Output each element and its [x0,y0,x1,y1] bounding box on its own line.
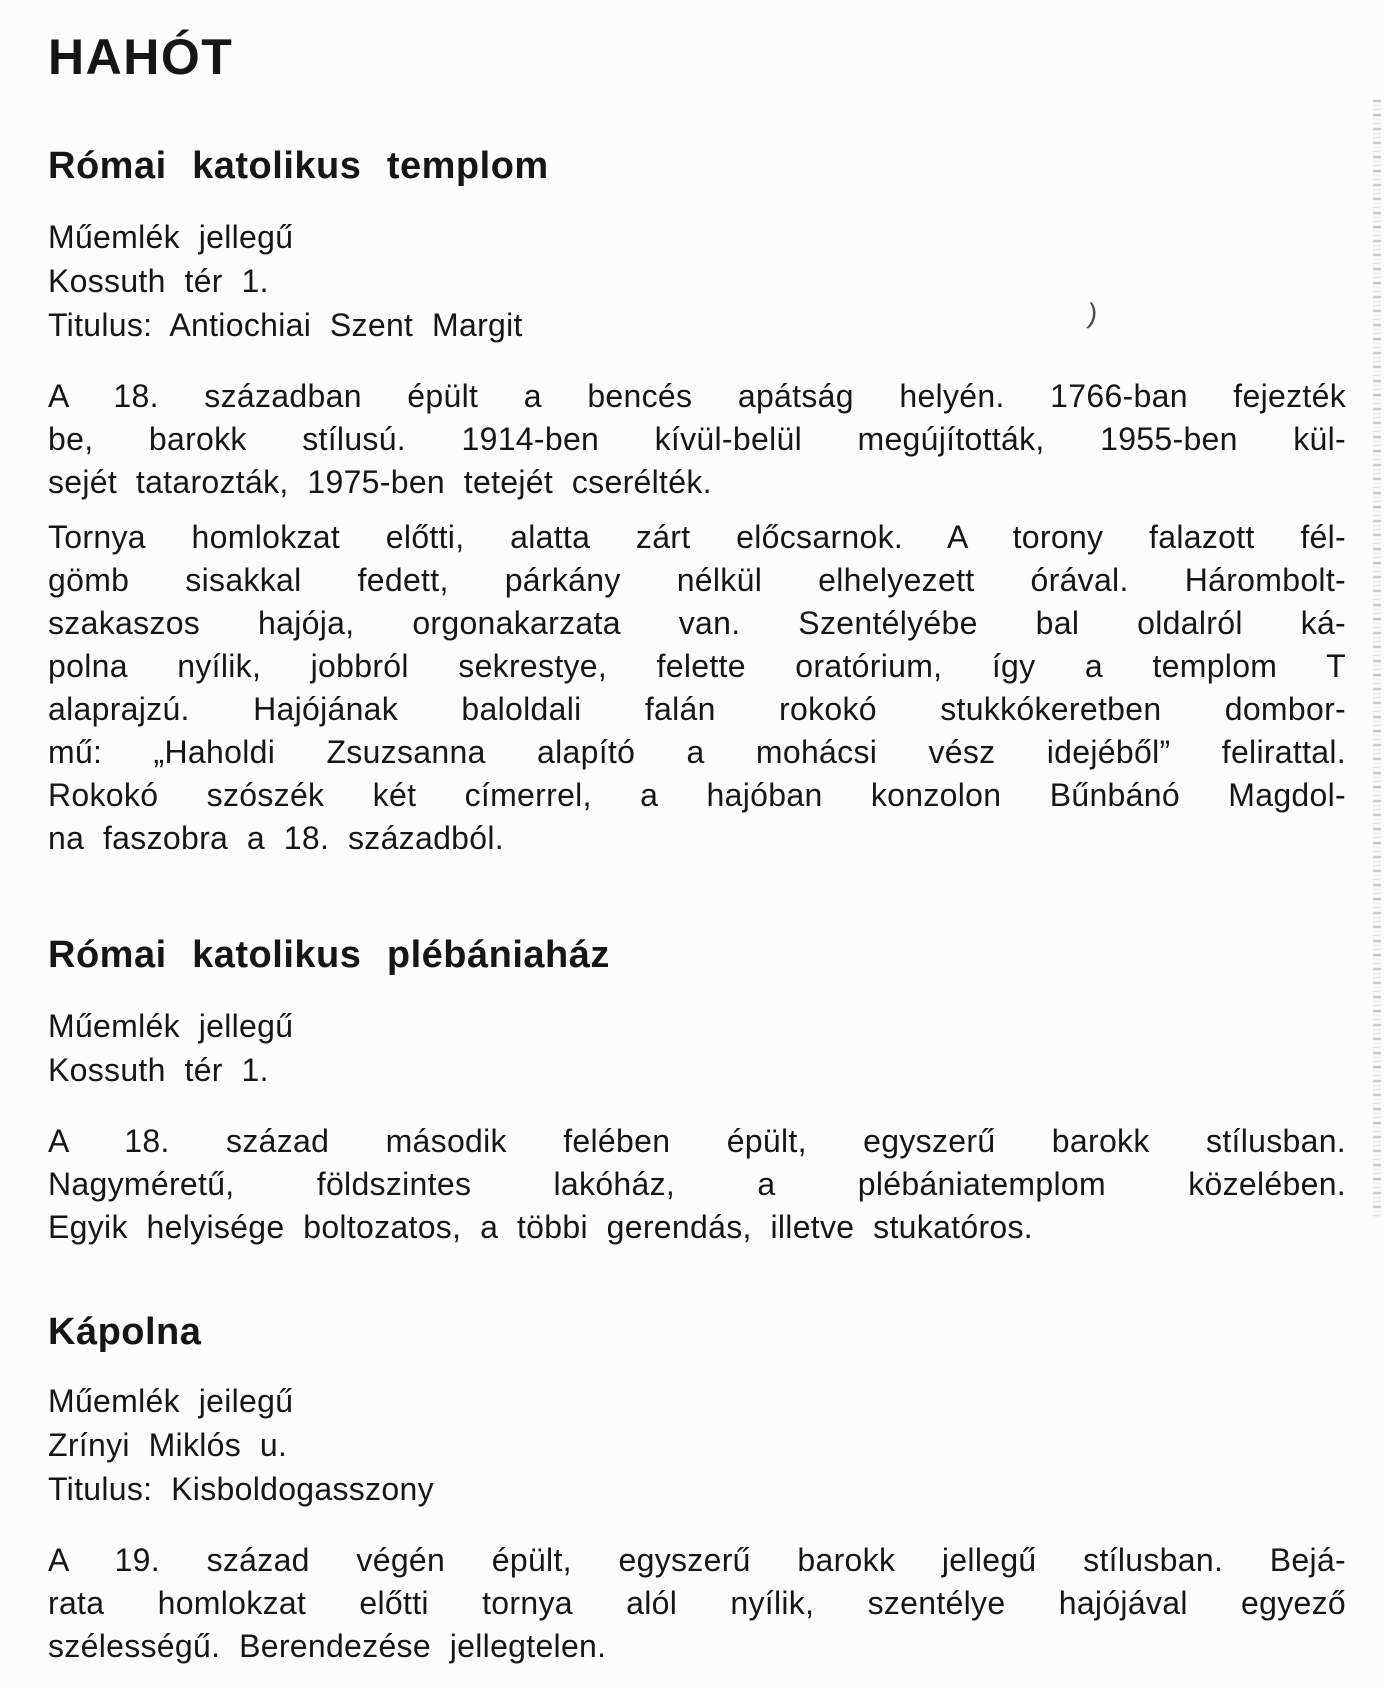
text-line: sejét tatarozták, 1975-ben tetejét cserélték. [48,464,712,500]
text-line: A 18. század második felében épült, egyszerű barokk stílusban. [48,1123,1346,1159]
text-line: szélességű. Berendezése jellegtelen. [48,1628,607,1664]
detail-line-address: Zrínyi Miklós u. [48,1427,288,1463]
text-line: szakaszos hajója, orgonakarzata van. Szentélyébe bal oldalról ká- [48,605,1346,641]
text-line: Nagyméretű, földszintes lakóház, a plébániatemplom közelében. [48,1166,1346,1202]
monument-details [48,1379,1346,1511]
text-line: Egyik helyisége boltozatos, a többi gerendás, illetve stukatóros. [48,1209,1033,1245]
text-line: A 19. század végén épült, egyszerű barokk jellegű stílusban. Bejá- [48,1542,1346,1578]
page-title: HAHÓT [48,29,234,85]
text-line: rata homlokzat előtti tornya alól nyílik, szentélye hajójával egyező [48,1585,1346,1621]
scan-noise-strip [1373,100,1381,1220]
detail-line-titulus: Titulus: Kisboldogasszony [48,1471,434,1507]
text-line: be, barokk stílusú. 1914-ben kívül-belül megújították, 1955-ben kül- [48,421,1346,457]
text-line: gömb sisakkal fedett, párkány nélkül elhelyezett órával. Hárombolt- [48,562,1346,598]
section-kapolna [48,1309,1346,1668]
detail-line-protection: Műemlék jeilegű [48,1383,294,1419]
detail-line-address: Kossuth tér 1. [48,1052,269,1088]
text-line: Rokokó szószék két címerrel, a hajóban konzolon Bűnbánó Magdol- [48,777,1346,813]
section-romai-katolikus-plebaniahaz [48,932,1346,1249]
text-line: Tornya homlokzat előtti, alatta zárt előcsarnok. A torony falazott fél- [48,519,1346,555]
monument-details [48,215,1346,347]
section-heading: Római katolikus plébániaház [48,934,610,976]
text-line: na faszobra a 18. századból. [48,820,504,856]
paragraph [48,375,1346,504]
detail-line-titulus: Titulus: Antiochiai Szent Margit [48,307,523,343]
text-line: mű: „Haholdi Zsuzsanna alapító a mohácsi vész idejéből” felirattal. [48,734,1346,770]
paragraph [48,1539,1346,1668]
scan-artifact-mark: ) [1085,297,1100,330]
paragraph [48,1120,1346,1249]
monument-details [48,1004,1346,1092]
section-romai-katolikus-templom [48,143,1346,860]
section-heading: Kápolna [48,1311,202,1353]
text-line: A 18. században épült a bencés apátság helyén. 1766-ban fejezték [48,378,1346,414]
text-line: alaprajzú. Hajójának baloldali falán rokokó stukkókeretben dombor- [48,691,1346,727]
section-heading: Római katolikus templom [48,145,549,187]
detail-line-protection: Műemlék jellegű [48,219,294,255]
paragraph [48,516,1346,860]
detail-line-protection: Műemlék jellegű [48,1008,294,1044]
detail-line-address: Kossuth tér 1. [48,263,269,299]
text-line: polna nyílik, jobbról sekrestye, felette oratórium, így a templom T [48,648,1346,684]
